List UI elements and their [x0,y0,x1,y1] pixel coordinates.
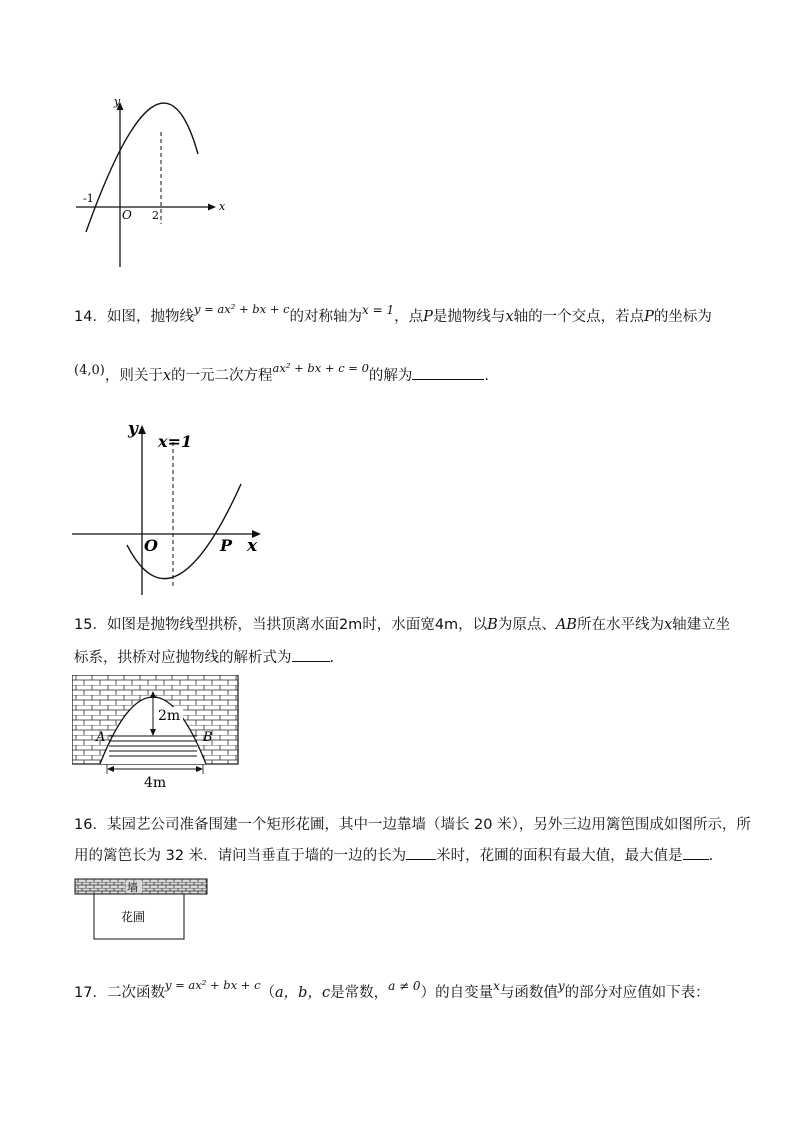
x-two-label: 2 [152,209,159,222]
garden-label: 花圃 [121,910,146,924]
equation-axis: x = 1 [362,303,395,317]
coordinate-p: (4,0) [74,363,105,378]
question-15-line1: 15．如图是抛物线型拱桥，当拱顶离水面2m时，水面宽4m，以B为原点、AB所在水平线为x轴建立坐 [74,617,731,633]
question-17: 17．二次函数$^{y = ax^2 + bx + c}$（a，b，c是常数，$^{a \ne 0}$）的自变量$^x$与函数值$^y$的部分对应值如下表： [74,978,710,1001]
x-axis-arrow [208,204,216,211]
x-label: x [247,536,258,556]
label-b: B [203,730,213,745]
origin-label: O [122,208,132,222]
y-label: y [128,420,138,439]
origin-label: O [144,536,158,555]
axis-equation-label: x=1 [158,432,193,451]
answer-blank-14[interactable] [412,379,484,380]
equation-quadratic: ax² + bx + c = 0 [272,361,369,375]
height-label: 2m [158,708,181,724]
parabola-curve [127,484,241,579]
question-14-line1: 14．如图，抛物线$^{y = ax^2 + bx + c}$的对称轴为$^{x = 1}$，点P是抛物线与x轴的一个交点，若点P的坐标为 [74,302,712,325]
y-axis-arrow [138,425,146,434]
condition-a-nonzero: a ≠ 0 [388,979,421,993]
question-16-line2: 用的篱笆长为 32 米．请问当垂直于墙的一边的长为 米时，花圃的面积有最大值，最大值是 . [74,848,714,864]
figure-parabola-top [70,92,240,272]
answer-blank-15[interactable] [292,661,330,662]
width-arrow-right [196,766,203,772]
equation-parabola: y = ax² + bx + c [193,302,290,316]
point-p-label: P [220,536,233,555]
answer-blank-16a[interactable] [406,859,436,860]
y-label: y [114,95,121,108]
question-15-line2: 标系，拱桥对应抛物线的解析式为 . [74,650,335,666]
question-14-line2: (4,0)，则关于x的一元二次方程$^{ax^2 + bx + c = 0}$的解为 . [74,361,490,384]
question-16-line1: 16．某园艺公司准备围建一个矩形花圃，其中一边靠墙（墙长 20 米），另外三边用篱笆围成如图所示，所 [74,817,751,833]
figure-15-arch-bridge [72,675,242,790]
width-label: 4m [144,775,167,790]
figure-16-garden [72,876,212,942]
answer-blank-16b[interactable] [683,859,709,860]
x-neg-one-label: -1 [83,192,94,205]
parabola-curve [86,103,198,232]
label-a: A [96,730,106,745]
x-label: x [219,200,226,213]
equation-quadratic: y = ax² + bx + c [164,978,261,992]
figure-14-parabola [70,420,270,595]
wall-label: 墙 [127,881,138,894]
width-arrow-left [107,766,114,772]
